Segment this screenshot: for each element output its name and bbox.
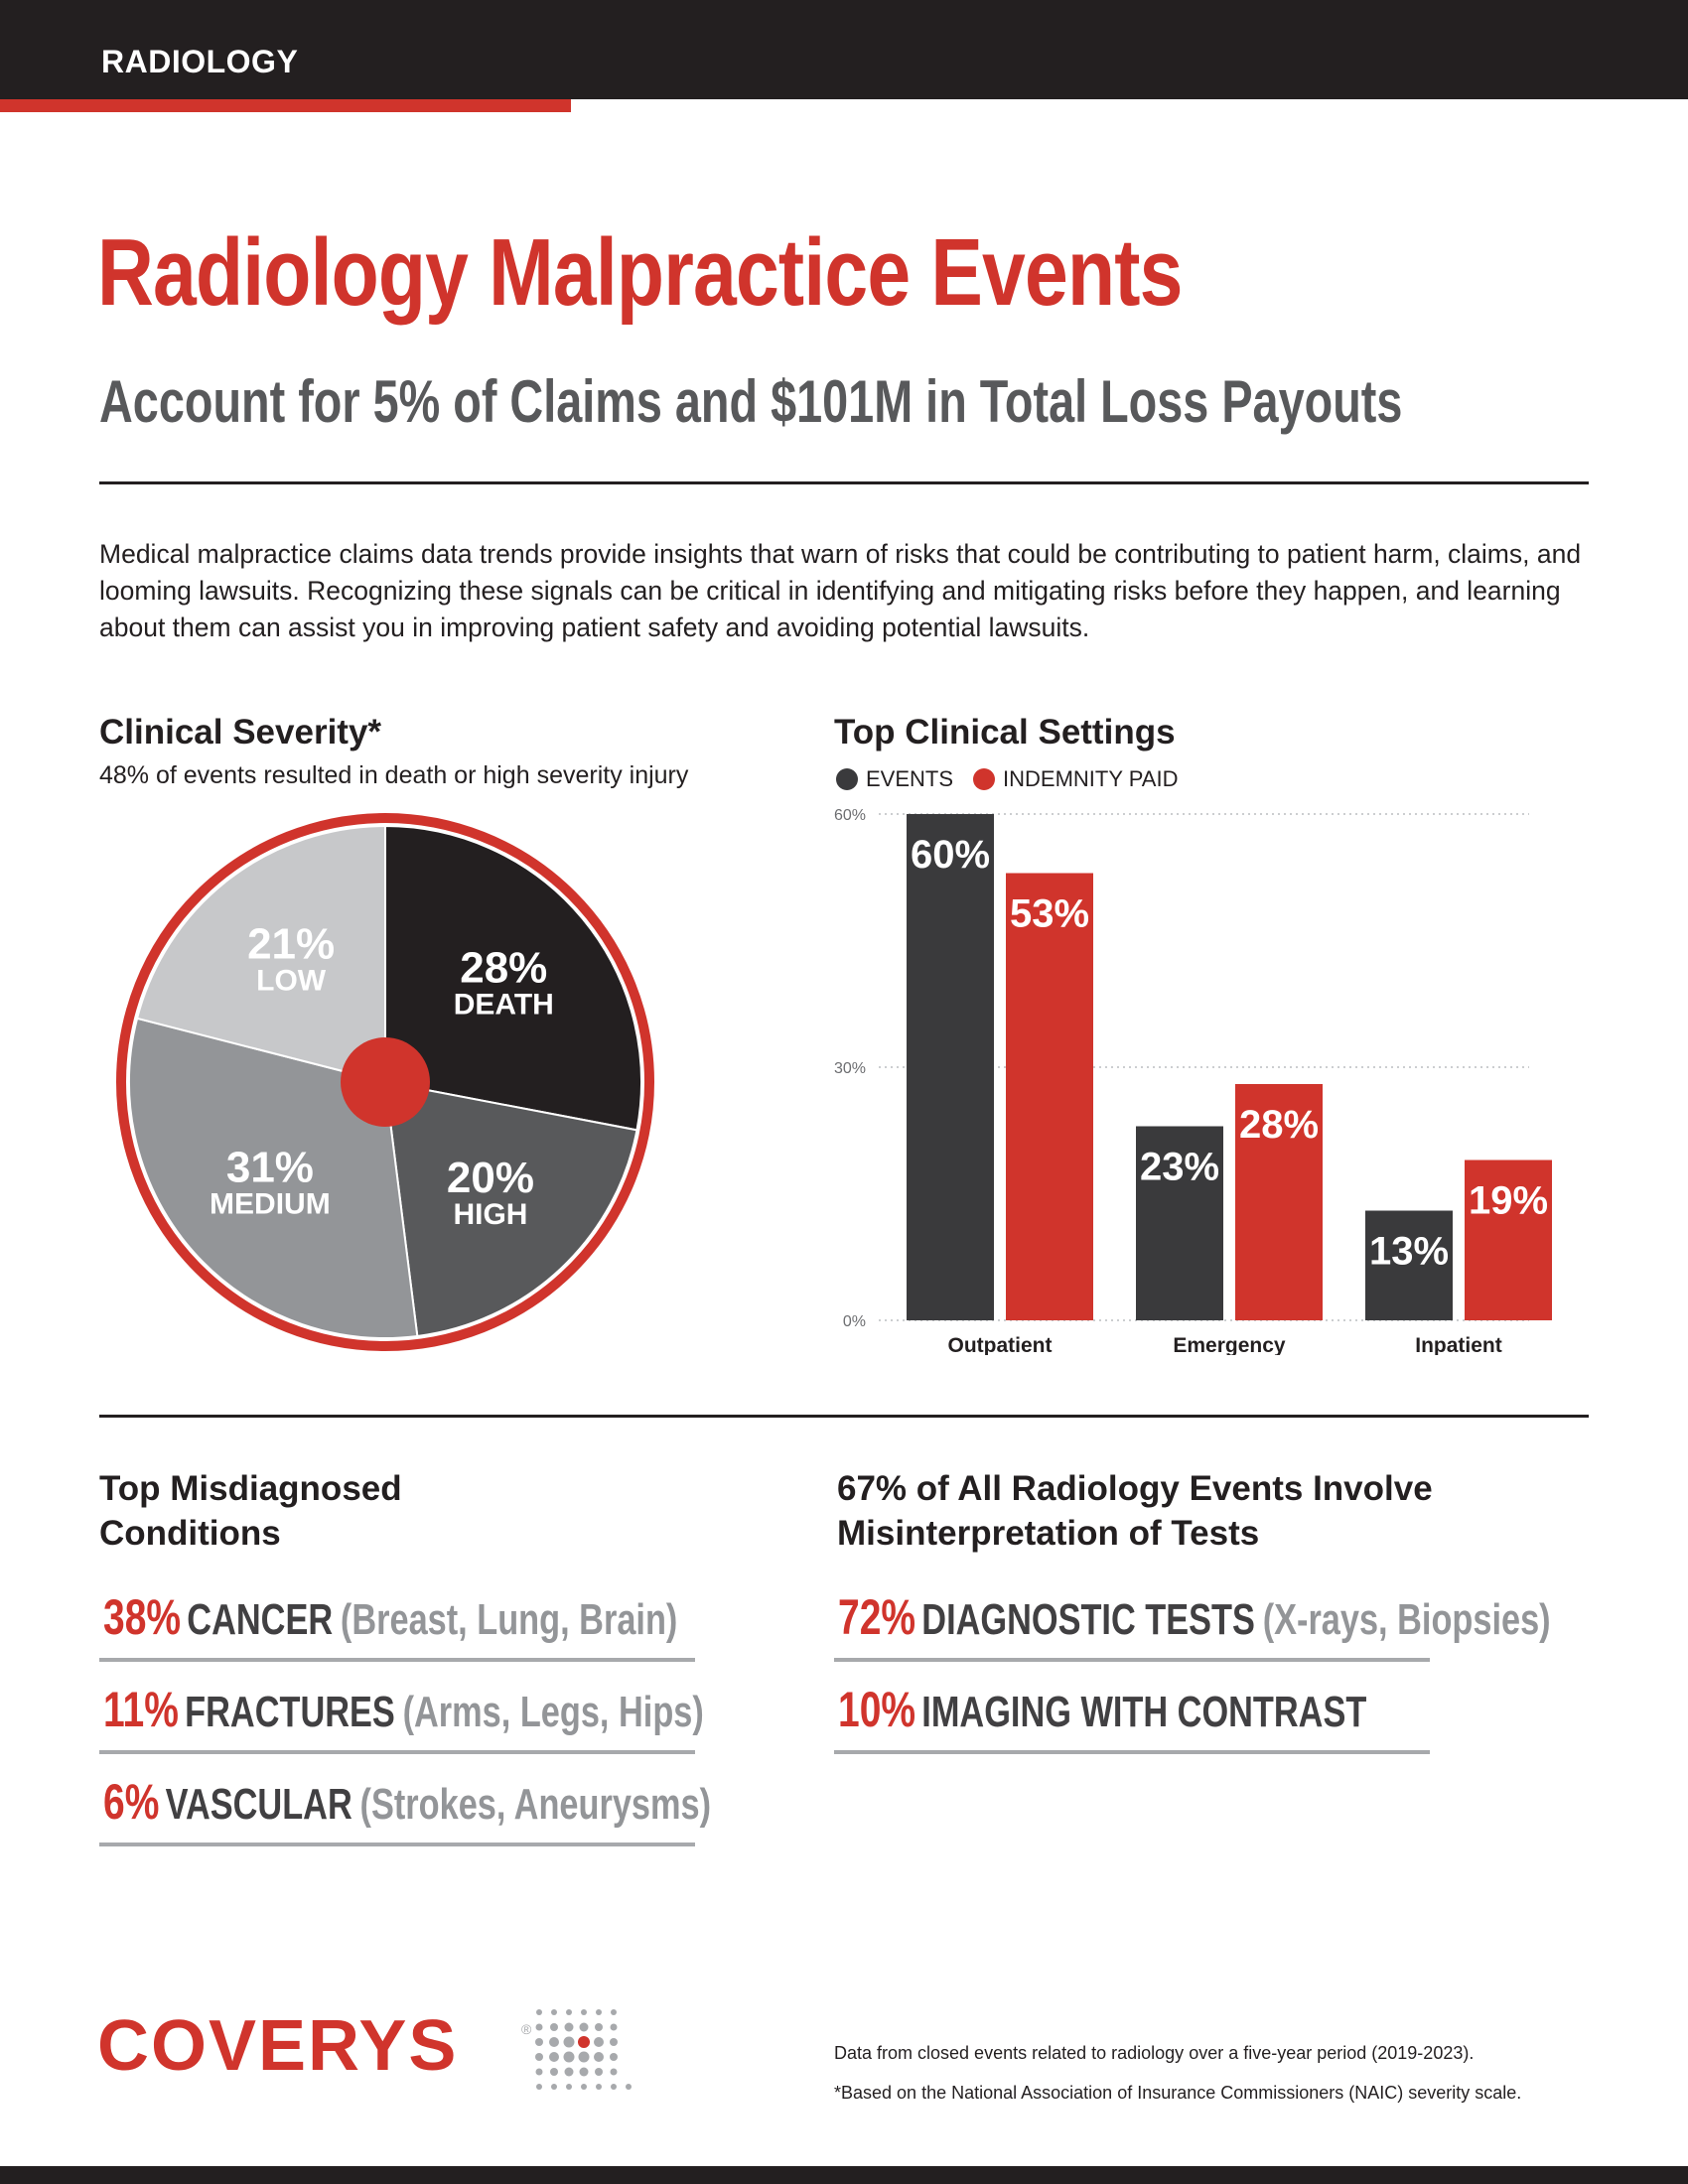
x-category-label: Inpatient <box>1415 1334 1502 1355</box>
stat-pct: 72% <box>838 1589 916 1645</box>
stat-pct: 38% <box>103 1589 182 1645</box>
settings-legend <box>836 766 1197 792</box>
misinterpretation-heading <box>837 1466 1433 1556</box>
stat-name: IMAGING WITH CONTRAST <box>921 1688 1367 1736</box>
coverys-logo: COVERYS <box>97 2006 459 2086</box>
legend-events <box>836 766 953 792</box>
misinterpretation-row <box>834 1569 1551 1662</box>
bar-indemnity-outpatient <box>1006 874 1093 1321</box>
logo-dot-grid-icon <box>534 2007 643 2107</box>
stat-detail: (Breast, Lung, Brain) <box>340 1595 678 1644</box>
y-tick-label: 30% <box>833 1060 866 1077</box>
pie-category-label: LOW <box>256 964 327 998</box>
pie-value-label: 20% <box>446 1153 535 1202</box>
legend-events-swatch <box>836 768 858 790</box>
bottom-bar <box>0 2166 1688 2184</box>
stat-pct: 10% <box>838 1682 916 1737</box>
severity-pie-chart <box>107 804 663 1360</box>
footnote-data: Data from closed events related to radiology over a five-year period (2019-2023). <box>834 2043 1475 2063</box>
stat-detail: (Strokes, Aneurysms) <box>359 1780 712 1829</box>
misinterpretation-heading-line2: Misinterpretation of Tests <box>837 1514 1260 1553</box>
misdiagnosed-row <box>99 1569 695 1662</box>
legend-indemnity-label: INDEMNITY PAID <box>1003 766 1179 791</box>
stat-name: VASCULAR <box>165 1780 352 1829</box>
page-title: Radiology Malpractice Events <box>97 219 1183 326</box>
pie-value-label: 31% <box>225 1143 314 1192</box>
stat-name: DIAGNOSTIC TESTS <box>921 1595 1255 1644</box>
footnote-naic: *Based on the National Association of Insurance Commissioners (NAIC) severity scale. <box>834 2083 1522 2103</box>
x-category-label: Emergency <box>1173 1334 1286 1355</box>
y-tick-label: 60% <box>833 807 866 824</box>
misinterpretation-heading-line1: 67% of All Radiology Events Involve <box>837 1469 1433 1508</box>
divider <box>99 481 1589 484</box>
settings-bar-chart <box>824 799 1579 1355</box>
page-subtitle: Account for 5% of Claims and $101M in Total Loss Payouts <box>99 368 1403 435</box>
section-label: RADIOLOGY <box>101 44 299 79</box>
pie-category-label: HIGH <box>453 1197 528 1231</box>
pie-category-label: DEATH <box>453 988 554 1022</box>
misinterpretation-row <box>834 1661 1430 1754</box>
misdiagnosed-heading-line2: Conditions <box>99 1514 281 1553</box>
pie-value-label: 28% <box>460 943 548 993</box>
stat-name: CANCER <box>187 1595 334 1644</box>
severity-heading: Clinical Severity* <box>99 713 382 751</box>
settings-heading: Top Clinical Settings <box>834 713 1176 751</box>
pie-value-label: 21% <box>247 919 336 969</box>
top-accent-bar <box>0 99 571 112</box>
legend-indemnity-swatch <box>973 768 995 790</box>
y-tick-label: 0% <box>842 1313 866 1330</box>
legend-indemnity <box>973 766 1178 792</box>
pie-category-label: MEDIUM <box>210 1187 331 1221</box>
bar-events-outpatient <box>907 814 994 1320</box>
intro-paragraph: Medical malpractice claims data trends provide insights that warn of risks that could be contributing to patient harm, claims, and looming lawsuits. Recognizing these signals can be critical in identifying and mitigating risks before they happen, and learning about them can assist you in improving patient safety and avoiding potential lawsuits. <box>99 539 1582 642</box>
stat-detail: (Arms, Legs, Hips) <box>402 1688 704 1736</box>
divider-2 <box>99 1415 1589 1418</box>
stat-pct: 6% <box>103 1774 160 1830</box>
top-bar <box>0 0 1688 99</box>
stat-name: FRACTURES <box>185 1688 395 1736</box>
misdiagnosed-heading <box>99 1466 402 1556</box>
registered-mark: ® <box>521 2021 532 2037</box>
severity-subheading: 48% of events resulted in death or high severity injury <box>99 761 689 789</box>
x-category-label: Outpatient <box>947 1334 1053 1355</box>
bar-value-label: 28% <box>1238 1103 1320 1147</box>
stat-detail: (X-rays, Biopsies) <box>1262 1595 1551 1644</box>
bar-value-label: 13% <box>1368 1229 1450 1274</box>
legend-events-label: EVENTS <box>866 766 954 791</box>
stat-pct: 11% <box>103 1682 179 1737</box>
bar-value-label: 19% <box>1468 1178 1549 1223</box>
bar-value-label: 53% <box>1009 891 1090 936</box>
misdiagnosed-row <box>99 1661 704 1754</box>
bar-value-label: 60% <box>910 833 991 877</box>
pie-center-dot <box>341 1037 430 1127</box>
misdiagnosed-row <box>99 1753 712 1846</box>
bar-value-label: 23% <box>1139 1145 1220 1189</box>
misdiagnosed-heading-line1: Top Misdiagnosed <box>99 1469 402 1508</box>
